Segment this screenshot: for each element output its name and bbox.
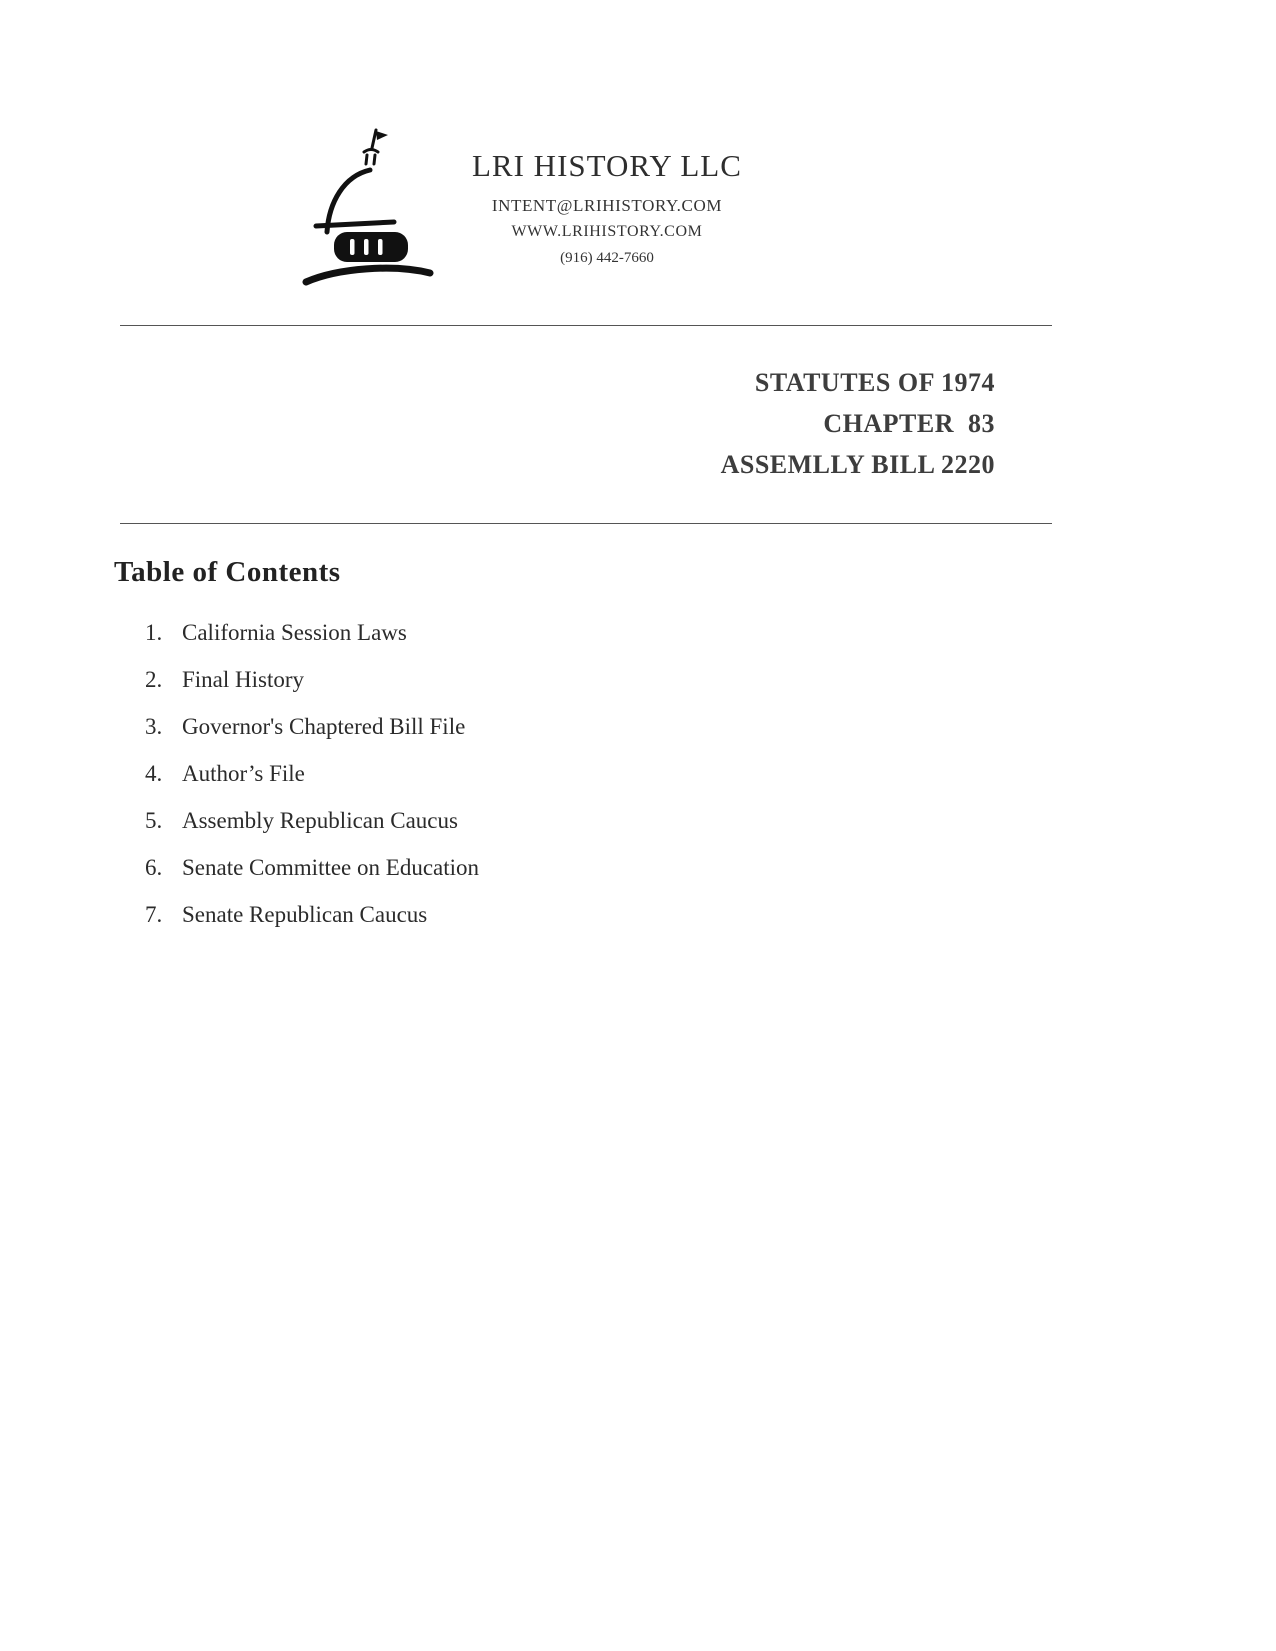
- toc-item-label: California Session Laws: [182, 620, 407, 645]
- toc-list: [145, 620, 479, 949]
- toc-item: [145, 808, 479, 855]
- toc-heading: Table of Contents: [114, 556, 341, 588]
- toc-item-label: Governor's Chaptered Bill File: [182, 714, 466, 739]
- toc-item-number: 1.: [145, 620, 163, 645]
- toc-item: [145, 902, 479, 949]
- toc-item: [145, 620, 479, 667]
- toc-item-label: Assembly Republican Caucus: [182, 808, 458, 833]
- capitol-dome-logo-icon: [298, 122, 438, 292]
- bill-line: ASSEMLLY BILL 2220: [720, 450, 995, 479]
- toc-item-number: 2.: [145, 667, 163, 692]
- letterhead: [298, 122, 742, 292]
- toc-item-label: Senate Committee on Education: [182, 855, 480, 880]
- toc-item-number: 3.: [145, 714, 163, 739]
- toc-item-number: 7.: [145, 902, 163, 927]
- chapter-line: CHAPTER 83: [823, 409, 995, 438]
- company-name: LRI HISTORY LLC: [472, 148, 742, 183]
- toc-item-label: Final History: [182, 667, 305, 692]
- toc-item-label: Author’s File: [182, 761, 305, 786]
- divider-top: [120, 325, 1052, 326]
- statutes-line: STATUTES OF 1974: [754, 368, 995, 397]
- toc-item-number: 5.: [145, 808, 163, 833]
- toc-item-number: 6.: [145, 855, 163, 880]
- company-email: INTENT@LRIHISTORY.COM: [491, 196, 723, 215]
- toc-item-number: 4.: [145, 761, 163, 786]
- company-phone: (916) 442-7660: [560, 250, 654, 266]
- divider-bottom: [120, 523, 1052, 524]
- toc-item: [145, 855, 479, 902]
- title-block: [721, 362, 995, 485]
- toc-item: [145, 761, 479, 808]
- toc-item: [145, 714, 479, 761]
- toc-item: [145, 667, 479, 714]
- company-website: WWW.LRIHISTORY.COM: [511, 223, 703, 240]
- toc-item-label: Senate Republican Caucus: [182, 902, 428, 927]
- company-block: [472, 122, 742, 267]
